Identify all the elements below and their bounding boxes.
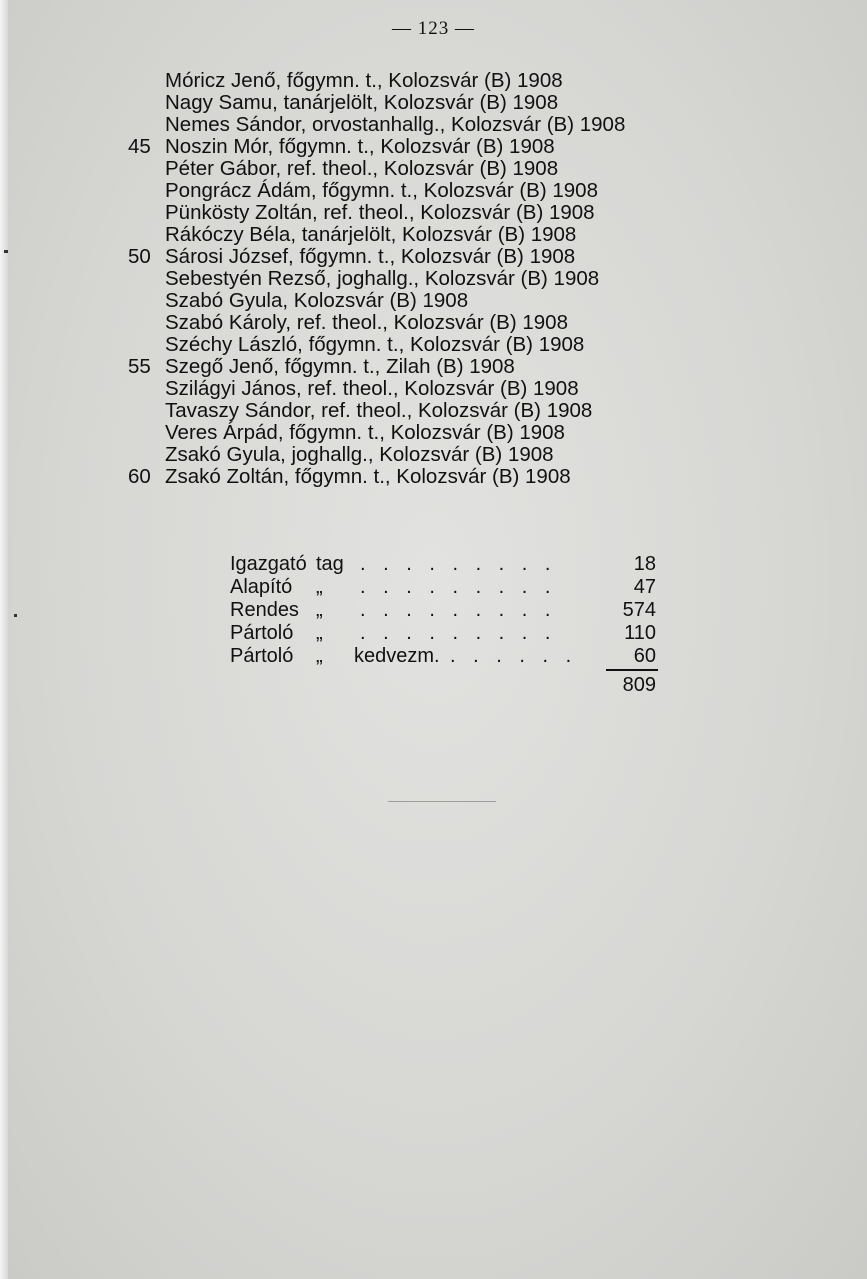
summary-category: Pártoló xyxy=(230,622,294,644)
page-number: — 123 — xyxy=(392,18,475,39)
entry-text: Szabó Gyula, Kolozsvár (B) 1908 xyxy=(165,289,469,312)
summary-value: 574 xyxy=(622,599,656,621)
list-item xyxy=(128,180,688,202)
entry-text: Nagy Samu, tanárjelölt, Kolozsvár (B) 1908 xyxy=(165,91,559,114)
summary-row-igazgato xyxy=(230,553,660,576)
list-item xyxy=(128,202,688,224)
summary-extra: kedvezm. xyxy=(354,645,440,667)
summary-ditto: „ xyxy=(316,576,323,598)
list-item xyxy=(128,334,688,356)
summary-extra: tag xyxy=(316,553,344,575)
list-item xyxy=(128,290,688,312)
summary-dots: . . . . . . . . . xyxy=(360,553,557,575)
entry-text: Tavaszy Sándor, ref. theol., Kolozsvár (B) 1908 xyxy=(165,399,593,422)
summary-dots: . . . . . . . . . xyxy=(360,599,557,621)
entry-number: 55 xyxy=(128,355,151,378)
scan-mark xyxy=(14,614,17,617)
member-list xyxy=(128,70,688,488)
list-item xyxy=(128,70,688,92)
entry-number: 60 xyxy=(128,465,151,488)
entry-text: Péter Gábor, ref. theol., Kolozsvár (B) 1908 xyxy=(165,157,559,180)
list-item xyxy=(128,246,688,268)
entry-text: Szabó Károly, ref. theol., Kolozsvár (B) 1908 xyxy=(165,311,568,334)
entry-text: Pongrácz Ádám, főgymn. t., Kolozsvár (B) 1908 xyxy=(165,179,598,202)
summary-value: 110 xyxy=(624,622,656,644)
faint-divider xyxy=(388,801,496,802)
entry-text: Szilágyi János, ref. theol., Kolozsvár (B) 1908 xyxy=(165,377,579,400)
entry-text: Sebestyén Rezső, joghallg., Kolozsvár (B) 1908 xyxy=(165,267,600,290)
summary-total-rule xyxy=(606,669,658,671)
list-item xyxy=(128,444,688,466)
list-item xyxy=(128,356,688,378)
page-left-edge xyxy=(0,0,8,1279)
summary-category: Igazgató xyxy=(230,553,307,575)
entry-text: Móricz Jenő, főgymn. t., Kolozsvár (B) 1908 xyxy=(165,69,563,92)
summary-value: 60 xyxy=(633,645,656,667)
list-item xyxy=(128,224,688,246)
list-item xyxy=(128,422,688,444)
summary-dots: . . . . . . . . . xyxy=(360,622,557,644)
entry-text: Veres Árpád, főgymn. t., Kolozsvár (B) 1908 xyxy=(165,421,565,444)
entry-number: 45 xyxy=(128,135,151,158)
summary-total: 809 xyxy=(622,674,656,696)
summary-ditto: „ xyxy=(316,622,323,644)
list-item xyxy=(128,136,688,158)
entry-text: Zsakó Zoltán, főgymn. t., Kolozsvár (B) 1908 xyxy=(165,465,571,488)
list-item xyxy=(128,268,688,290)
summary-total-row xyxy=(230,674,660,697)
entry-text: Szegő Jenő, főgymn. t., Zilah (B) 1908 xyxy=(165,355,515,378)
summary-row-alapito xyxy=(230,576,660,599)
list-item xyxy=(128,312,688,334)
entry-text: Rákóczy Béla, tanárjelölt, Kolozsvár (B) 1908 xyxy=(165,223,577,246)
entry-text: Széchy László, főgymn. t., Kolozsvár (B) 1908 xyxy=(165,333,585,356)
entry-text: Nemes Sándor, orvostanhallg., Kolozsvár (B) 1908 xyxy=(165,113,626,136)
list-item xyxy=(128,466,688,488)
entry-text: Sárosi József, főgymn. t., Kolozsvár (B) 1908 xyxy=(165,245,576,268)
entry-number: 50 xyxy=(128,245,151,268)
list-item xyxy=(128,378,688,400)
summary-category: Rendes xyxy=(230,599,299,621)
summary-ditto: „ xyxy=(316,599,323,621)
entry-text: Zsakó Gyula, joghallg., Kolozsvár (B) 1908 xyxy=(165,443,554,466)
list-item xyxy=(128,400,688,422)
summary-ditto: „ xyxy=(316,645,323,667)
entry-text: Pünkösty Zoltán, ref. theol., Kolozsvár (B) 1908 xyxy=(165,201,595,224)
list-item xyxy=(128,92,688,114)
summary-value: 47 xyxy=(633,576,656,598)
summary-dots: . . . . . . . . . xyxy=(360,576,557,598)
summary-row-partolo-kedvezm xyxy=(230,645,660,668)
summary-row-partolo xyxy=(230,622,660,645)
entry-text: Noszin Mór, főgymn. t., Kolozsvár (B) 1908 xyxy=(165,135,555,158)
summary-category: Pártoló xyxy=(230,645,294,667)
scan-mark xyxy=(4,250,8,253)
summary-value: 18 xyxy=(633,553,656,575)
list-item xyxy=(128,158,688,180)
summary-category: Alapító xyxy=(230,576,293,598)
summary-row-rendes xyxy=(230,599,660,622)
summary-dots: . . . . . . xyxy=(450,645,578,667)
list-item xyxy=(128,114,688,136)
